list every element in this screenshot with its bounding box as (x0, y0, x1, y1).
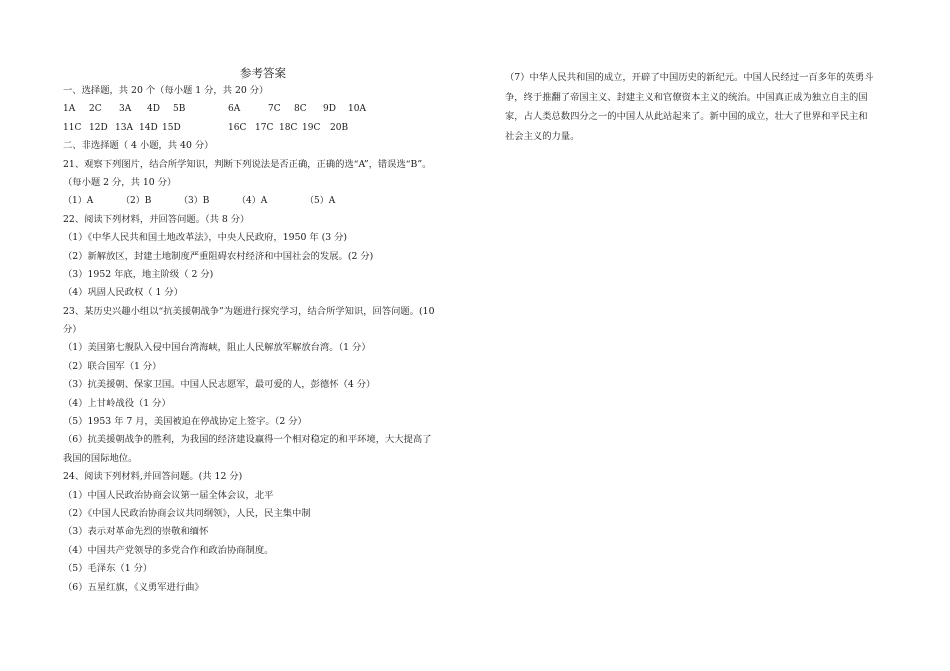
answer-item: 12D (89, 122, 108, 133)
answer-item: 9D (323, 104, 336, 115)
q24-item: （6）五星红旗，《义勇军进行曲》 (63, 581, 204, 593)
answer-item: 6A (228, 104, 241, 115)
answer-item: 7C (268, 104, 281, 115)
q24-heading: 24、阅读下列材料,并回答问题。(共 12 分) (63, 471, 243, 483)
answer-row-1 (63, 100, 463, 118)
q22-item: （1）《中华人民共和国土地改革法》，中央人民政府，1950 年 (3 分) (63, 232, 348, 244)
q21-answer: （5）A (305, 196, 336, 207)
q21-answer: （4）A (237, 196, 268, 207)
answer-item: 1A (63, 104, 76, 115)
q21-answer: （1）A (63, 196, 94, 207)
q22-item: （3）1952 年底，地主阶级（ 2 分) (63, 268, 214, 280)
q24-7-line: （7）中华人民共和国的成立，开辟了中国历史的新纪元。中国人民经过一百多年的英勇斗 (505, 72, 874, 83)
q23-heading: 23、某历史兴趣小组以“抗美援朝战争”为题进行探究学习，结合所学知识，回答问题。(10 (63, 305, 435, 317)
q21-points: （每小题 2 分，共 10 分） (63, 176, 177, 188)
answer-item: 16C (228, 122, 247, 133)
q21-answers (63, 192, 463, 210)
q23-item: （2）联合国军（1 分） (63, 360, 162, 372)
q24-7-line: 家，占人类总数四分之一的中国人从此站起来了。新中国的成立，壮大了世界和平民主和 (505, 111, 868, 122)
q24-item: （4）中国共产党领导的多党合作和政治协商制度。 (63, 544, 274, 556)
q24-item: （5）毛泽东（1 分） (63, 563, 153, 575)
answer-item: 20B (330, 122, 349, 133)
answer-item: 11C (63, 122, 82, 133)
q24-7-line: 社会主义的力量。 (505, 130, 580, 142)
q23-points: 分） (63, 324, 82, 336)
section1-heading: 一、选择题，共 20 个（每小题 1 分，共 20 分） (63, 85, 269, 96)
q23-item: （3）抗美援朝、保家卫国。中国人民志愿军，最可爱的人，彭德怀（4 分） (63, 379, 376, 391)
answer-item: 5B (173, 104, 186, 115)
answer-item: 14D (139, 122, 158, 133)
q22-heading: 22、阅读下列材料，并回答问题。（共 8 分） (63, 213, 250, 225)
q23-item: 我国的国际地位。 (63, 452, 138, 464)
q22-item: （4）巩固人民政权（ 1 分） (63, 287, 184, 299)
answer-item: 8C (294, 104, 307, 115)
page-title: 参考答案 (240, 66, 286, 80)
answer-item: 15D (162, 122, 181, 133)
answer-item: 17C (255, 122, 274, 133)
q21-answer: （3）B (179, 196, 210, 207)
answer-item: 19C (302, 122, 321, 133)
answer-item: 13A (115, 122, 133, 133)
q24-7-line: 争，终于推翻了帝国主义、封建主义和官僚资本主义的统治。中国真正成为独立自主的国 (505, 91, 868, 103)
right-column (505, 68, 895, 146)
q23-item: （5）1953 年 7 月，美国被迫在停战协定上签字。（2 分） (63, 416, 307, 428)
section2-heading: 二、非选择题（ 4 小题，共 40 分） (63, 140, 214, 152)
q23-item: （4）上甘岭战役（1 分） (63, 397, 171, 409)
answer-item: 2C (89, 104, 102, 115)
answer-item: 10A (348, 104, 366, 115)
q24-item: （2）《中国人民政治协商会议共同纲领》，人民，民主集中制 (63, 507, 311, 519)
left-column (63, 64, 463, 597)
answer-item: 18C (279, 122, 298, 133)
q22-item: （2）新解放区，封建土地制度严重阻碍农村经济和中国社会的发展。(2 分) (63, 250, 374, 262)
q21-heading: 21、观察下列图片，结合所学知识，判断下列说法是否正确，正确的选“A”，错误选“B”。 (63, 158, 432, 170)
q21-answer: （2）B (121, 196, 152, 207)
q24-item: （1）中国人民政治协商会议第一届全体会议，北平 (63, 489, 274, 501)
q24-item: （3）表示对革命先烈的崇敬和缅怀 (63, 526, 209, 538)
answer-item: 4D (147, 104, 160, 115)
answer-item: 3A (119, 104, 132, 115)
answer-row-2 (63, 119, 463, 137)
q23-item: （1）美国第七舰队入侵中国台湾海峡，阻止人民解放军解放台湾。（1 分） (63, 342, 371, 354)
q23-item: （6）抗美援朝战争的胜利，为我国的经济建设赢得一个相对稳定的和平环境，大大提高了 (63, 434, 432, 446)
